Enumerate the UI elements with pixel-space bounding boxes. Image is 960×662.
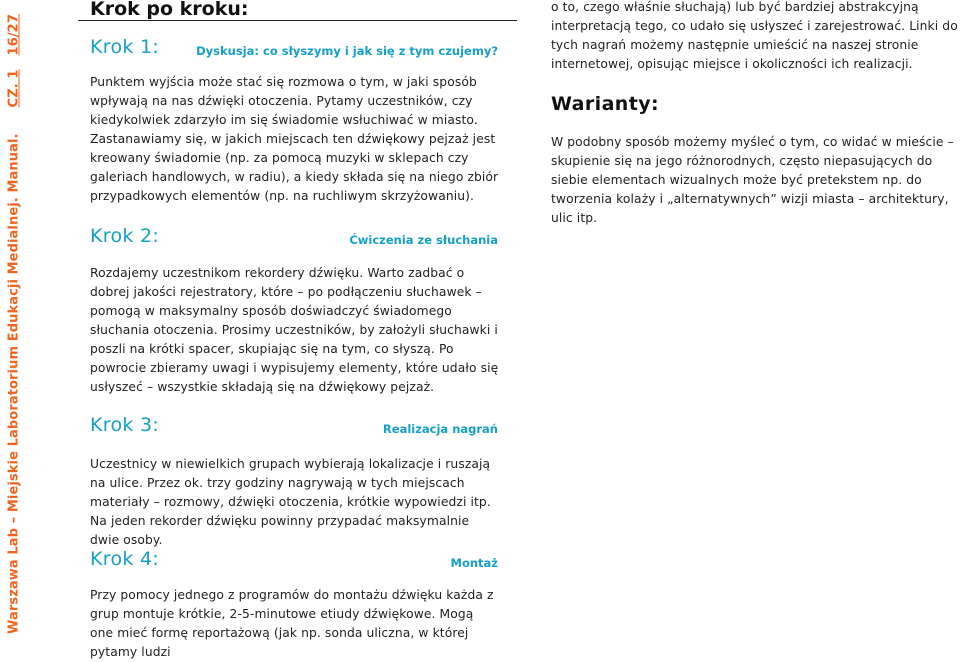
step-1-header <box>90 36 498 60</box>
variants-heading: Warianty: <box>551 93 659 115</box>
page-title: Krok po kroku: <box>90 0 249 20</box>
publication-title: Warszawa Lab – Miejskie Laboratorium Edukacji Medialnej. Manual. <box>6 133 22 634</box>
step-3-body: Uczestnicy w niewielkich grupach wybierają lokalizacje i ruszają na ulice. Przez ok. trzy godziny nagrywają w tych miejscach materiały – rozmowy, dźwięki otoczenia, krótkie wypowiedzi itp. Na jeden rekorder dźwięku powinny przypadać maksymalnie dwie osoby. <box>90 457 491 547</box>
step-4-subtitle: Montaż <box>450 556 498 570</box>
step-3-heading: Krok 3: <box>90 414 160 436</box>
step-3-header <box>90 414 498 438</box>
variants-body: W podobny sposób możemy myśleć o tym, co widać w mieście – skupienie się na jego różnorodnych, często niepasujących do siebie elementach wizualnych może być pretekstem np. do tworzenia kolaży i „alternatywnych” wizji miasta – architektury, ulic itp. <box>551 135 954 225</box>
step-4-heading: Krok 4: <box>90 548 160 570</box>
step-3-subtitle: Realizacja nagrań <box>382 422 498 436</box>
vertical-sidebar <box>0 0 28 649</box>
continuation-text: o to, czego właśnie słuchają) lub być bardziej abstrakcyjną interpretacją tego, co udało się usłyszeć i zarejestrować. Linki do tych nagrań możemy następnie umieścić na naszej stronie internetowej, opisując miejsce i okoliczności ich realizacji. <box>551 0 958 71</box>
step-1-body: Punktem wyjścia może stać się rozmowa o tym, w jaki sposób wpływają na nas dźwięki otoczenia. Pytamy uczestników, czy kiedykolwiek zdarzyło im się świadomie wsłuchiwać w miasto. Zastanawiamy się, w jakich miejscach ten dźwiękowy pejzaż jest kreowany świadomie (np. za pomocą muzyki w sklepach czy galeriach handlowych, w radiu), a kiedy składa się na niego zbiór przypadkowych elementów (np. na ruchliwym skrzyżowaniu). <box>90 75 499 203</box>
step-4-header <box>90 548 498 572</box>
step-2-subtitle: Ćwiczenia ze słuchania <box>349 233 498 247</box>
step-1-heading: Krok 1: <box>90 36 160 58</box>
sidebar-text <box>7 14 22 634</box>
step-2-header <box>90 225 498 249</box>
step-1-subtitle: Dyskusja: co słyszymy i jak się z tym czujemy? <box>196 44 498 58</box>
step-2-body: Rozdajemy uczestnikom rekordery dźwięku. Warto zadbać o dobrej jakości rejestratory, które – po podłączeniu słuchawek – pomogą w maksymalny sposób doświadczyć świadomego słuchania otoczenia. Prosimy uczestników, by założyli słuchawki i poszli na krótki spacer, skupiając się na tym, co słyszą. Po powrocie zbieramy uwagi i wypisujemy elementy, które udało się usłyszeć – wszystkie składają się na dźwiękowy pejzaż. <box>90 266 499 394</box>
part-label: CZ. 1 <box>6 69 22 108</box>
step-4-body: Przy pomocy jednego z programów do montażu dźwięku każda z grup montuje krótkie, 2-5-minutowe etiudy dźwiękowe. Mogą one mieć formę reportażową (jak np. sonda uliczna, w której pytamy ludzi <box>90 588 494 659</box>
page-number: 16/27 <box>6 14 22 56</box>
step-2-heading: Krok 2: <box>90 225 160 247</box>
